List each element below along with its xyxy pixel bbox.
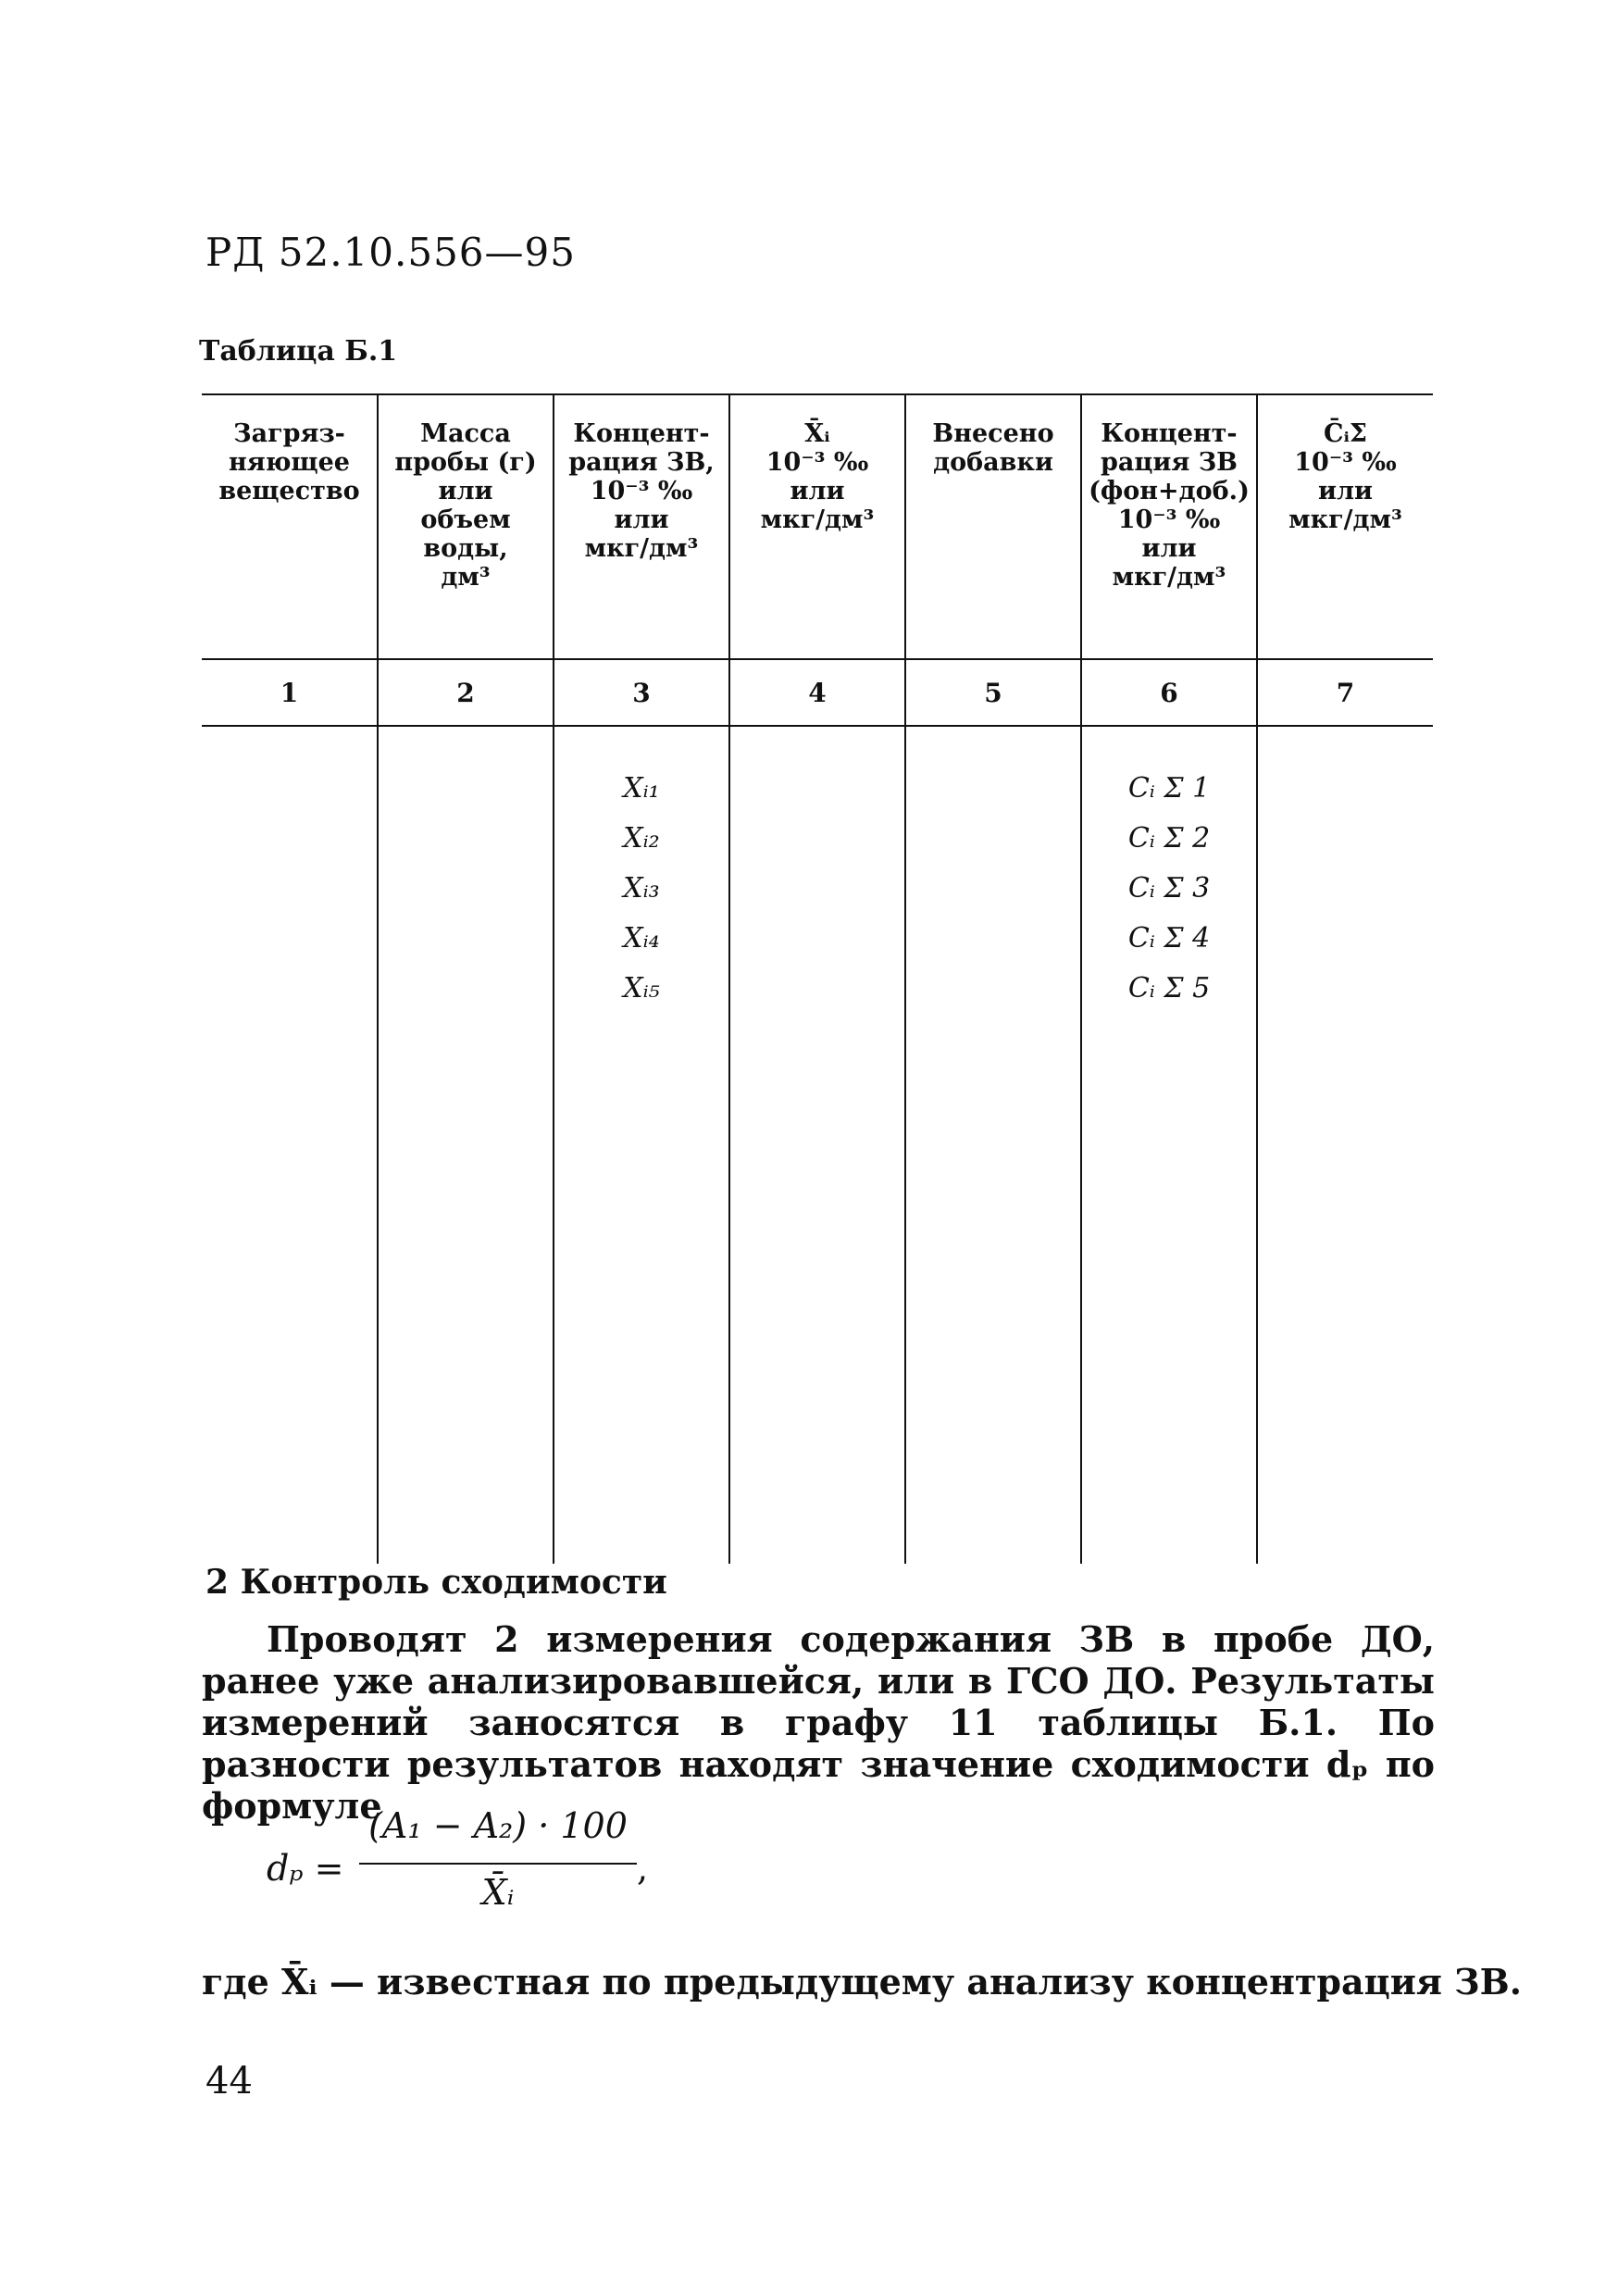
col6-value: Cᵢ Σ 4	[1127, 922, 1211, 955]
formula-lhs: dₚ =	[267, 1848, 344, 1889]
col3-value: Xᵢ₄	[623, 922, 660, 955]
formula-comma: ,	[637, 1848, 649, 1889]
table-caption: Таблица Б.1	[199, 335, 398, 368]
column-number: 4	[729, 659, 905, 726]
col6-value: Cᵢ Σ 2	[1127, 822, 1211, 855]
column-header: Внесено добавки	[905, 394, 1081, 659]
column-number-row	[202, 659, 1433, 726]
table-cell	[905, 726, 1081, 1564]
document-code: РД 52.10.556—95	[205, 230, 576, 275]
column-header: Масса пробы (г) или объем воды, дм³	[378, 394, 554, 659]
table-cell	[378, 726, 554, 1564]
column-number: 6	[1081, 659, 1257, 726]
table-cell-col6	[1081, 726, 1257, 1564]
column-number: 3	[554, 659, 729, 726]
column-number: 7	[1257, 659, 1433, 726]
table-cell-col3	[554, 726, 729, 1564]
col3-value: Xᵢ₁	[623, 772, 660, 805]
body-paragraph: Проводят 2 измерения содержания ЗВ в пробе ДО, ранее уже анализировавшейся, или в ГСО ДО. Результаты измерений заносятся в графу 11 таблицы Б.1. По разности результатов находят значение сходимости dₚ по формуле	[202, 1618, 1435, 1827]
data-table	[202, 393, 1433, 1564]
column-header: Загряз- няющее вещество	[202, 394, 378, 659]
column-header: Концент- рация ЗВ, 10⁻³ ‰ или мкг/дм³	[554, 394, 729, 659]
page-number: 44	[205, 2060, 253, 2103]
column-number: 5	[905, 659, 1081, 726]
fraction-bar	[359, 1863, 637, 1865]
formula	[267, 1805, 729, 1926]
col6-value: Cᵢ Σ 3	[1127, 872, 1211, 905]
column-number: 2	[378, 659, 554, 726]
col3-value: Xᵢ₃	[623, 872, 660, 905]
col6-value: Cᵢ Σ 1	[1127, 772, 1211, 805]
col3-value: Xᵢ₅	[623, 972, 660, 1004]
table-body-row	[202, 726, 1433, 1564]
column-header: C̄ᵢΣ 10⁻³ ‰ или мкг/дм³	[1257, 394, 1433, 659]
table-header-row	[202, 394, 1433, 659]
column-number: 1	[202, 659, 378, 726]
formula-numerator: (A₁ − A₂) · 100	[368, 1805, 628, 1846]
formula-denominator: X̄ᵢ	[481, 1872, 515, 1913]
table-cell	[202, 726, 378, 1564]
section-heading: 2 Контроль сходимости	[205, 1563, 667, 1602]
table-cell	[729, 726, 905, 1564]
table-cell	[1257, 726, 1433, 1564]
where-definition: где X̄ᵢ — известная по предыдущему анализу концентрация ЗВ.	[202, 1961, 1522, 2003]
column-header: Концент- рация ЗВ (фон+доб.) 10⁻³ ‰ или мкг/дм³	[1081, 394, 1257, 659]
col3-value: Xᵢ₂	[623, 822, 660, 855]
column-header: X̄ᵢ 10⁻³ ‰ или мкг/дм³	[729, 394, 905, 659]
col6-value: Cᵢ Σ 5	[1127, 972, 1211, 1004]
